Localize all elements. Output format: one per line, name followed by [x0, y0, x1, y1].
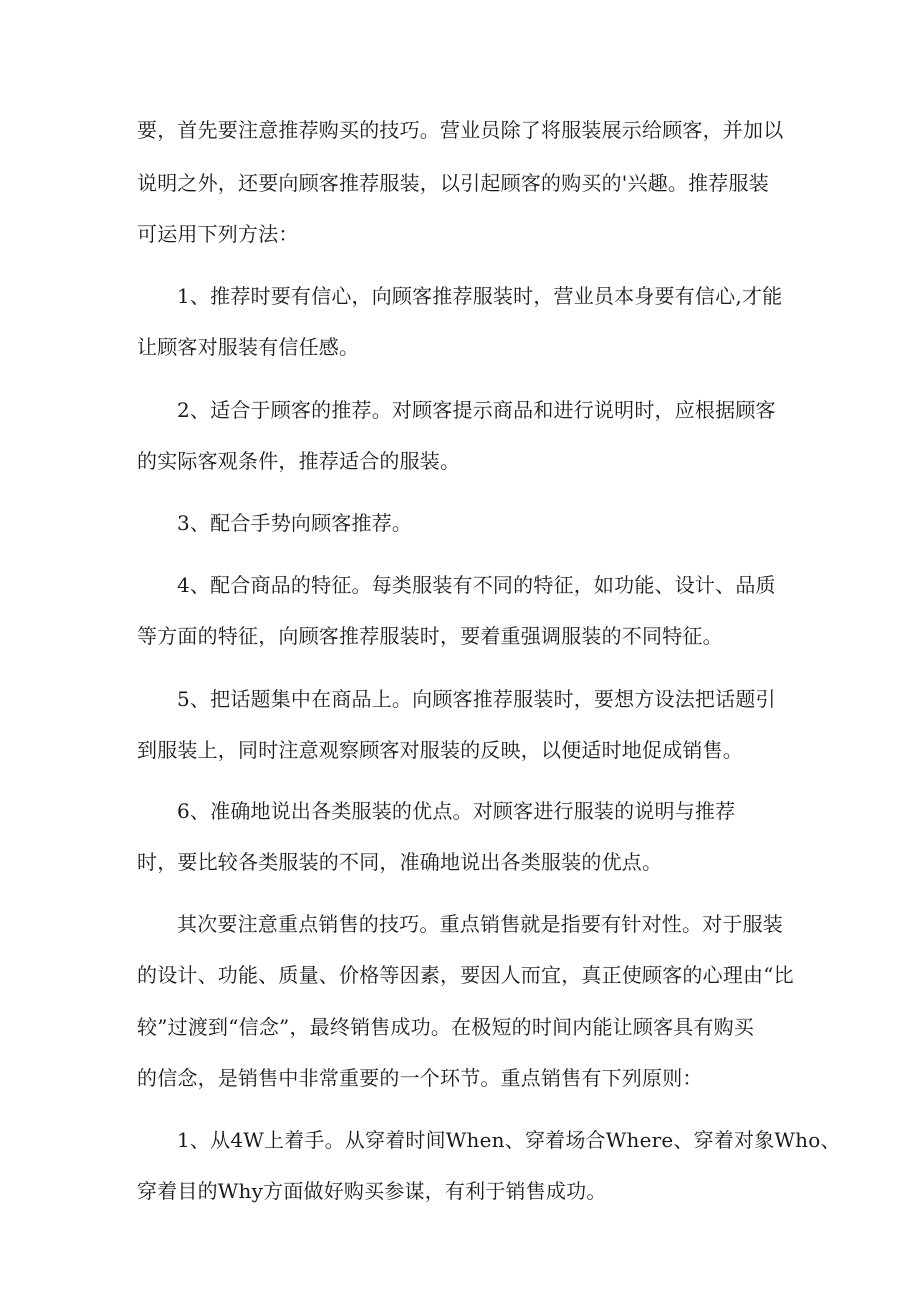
text-line-13: 6、准确地说出各类服装的优点。对顾客进行服装的说明与推荐: [177, 799, 736, 823]
text-line-2: 说明之外，还要向顾客推荐服装，以引起顾客的购买的'兴趣。推荐服装: [137, 171, 769, 195]
text-line-4: 1、推荐时要有信心，向顾客推荐服装时，营业员本身要有信心,才能: [177, 284, 783, 308]
text-line-1: 要，首先要注意推荐购买的技巧。营业员除了将服装展示给顾客，并加以: [137, 118, 784, 142]
text-line-17: 较”过渡到“信念”，最终销售成功。在极短的时间内能让顾客具有购买: [137, 1015, 755, 1039]
text-line-12: 到服装上，同时注意观察顾客对服装的反映，以便适时地促成销售。: [137, 738, 743, 762]
text-line-15: 其次要注意重点销售的技巧。重点销售就是指要有针对性。对于服装: [177, 912, 783, 936]
text-line-5: 让顾客对服装有信任感。: [137, 335, 360, 359]
text-line-10: 等方面的特征，向顾客推荐服装时，要着重强调服装的不同特征。: [137, 624, 723, 648]
text-line-9: 4、配合商品的特征。每类服装有不同的特征，如功能、设计、品质: [177, 573, 776, 597]
text-line-19: 1、从4W上着手。从穿着时间When、穿着场合Where、穿着对象Who、: [177, 1128, 841, 1152]
text-line-8: 3、配合手势向顾客推荐。: [177, 511, 413, 535]
text-line-16: 的设计、功能、质量、价格等因素，要因人而宜，真正使顾客的心理由“比: [137, 963, 794, 987]
text-line-14: 时，要比较各类服装的不同，准确地说出各类服装的优点。: [137, 850, 663, 874]
text-line-18: 的信念，是销售中非常重要的一个环节。重点销售有下列原则：: [137, 1066, 703, 1090]
text-line-7: 的实际客观条件，推荐适合的服装。: [137, 449, 461, 473]
text-line-20: 穿着目的Why方面做好购买参谋，有利于销售成功。: [137, 1179, 607, 1203]
text-line-11: 5、把话题集中在商品上。向顾客推荐服装时，要想方设法把话题引: [177, 687, 776, 711]
text-line-6: 2、适合于顾客的推荐。对顾客提示商品和进行说明时，应根据顾客: [177, 398, 776, 422]
text-line-3: 可运用下列方法：: [137, 222, 299, 246]
